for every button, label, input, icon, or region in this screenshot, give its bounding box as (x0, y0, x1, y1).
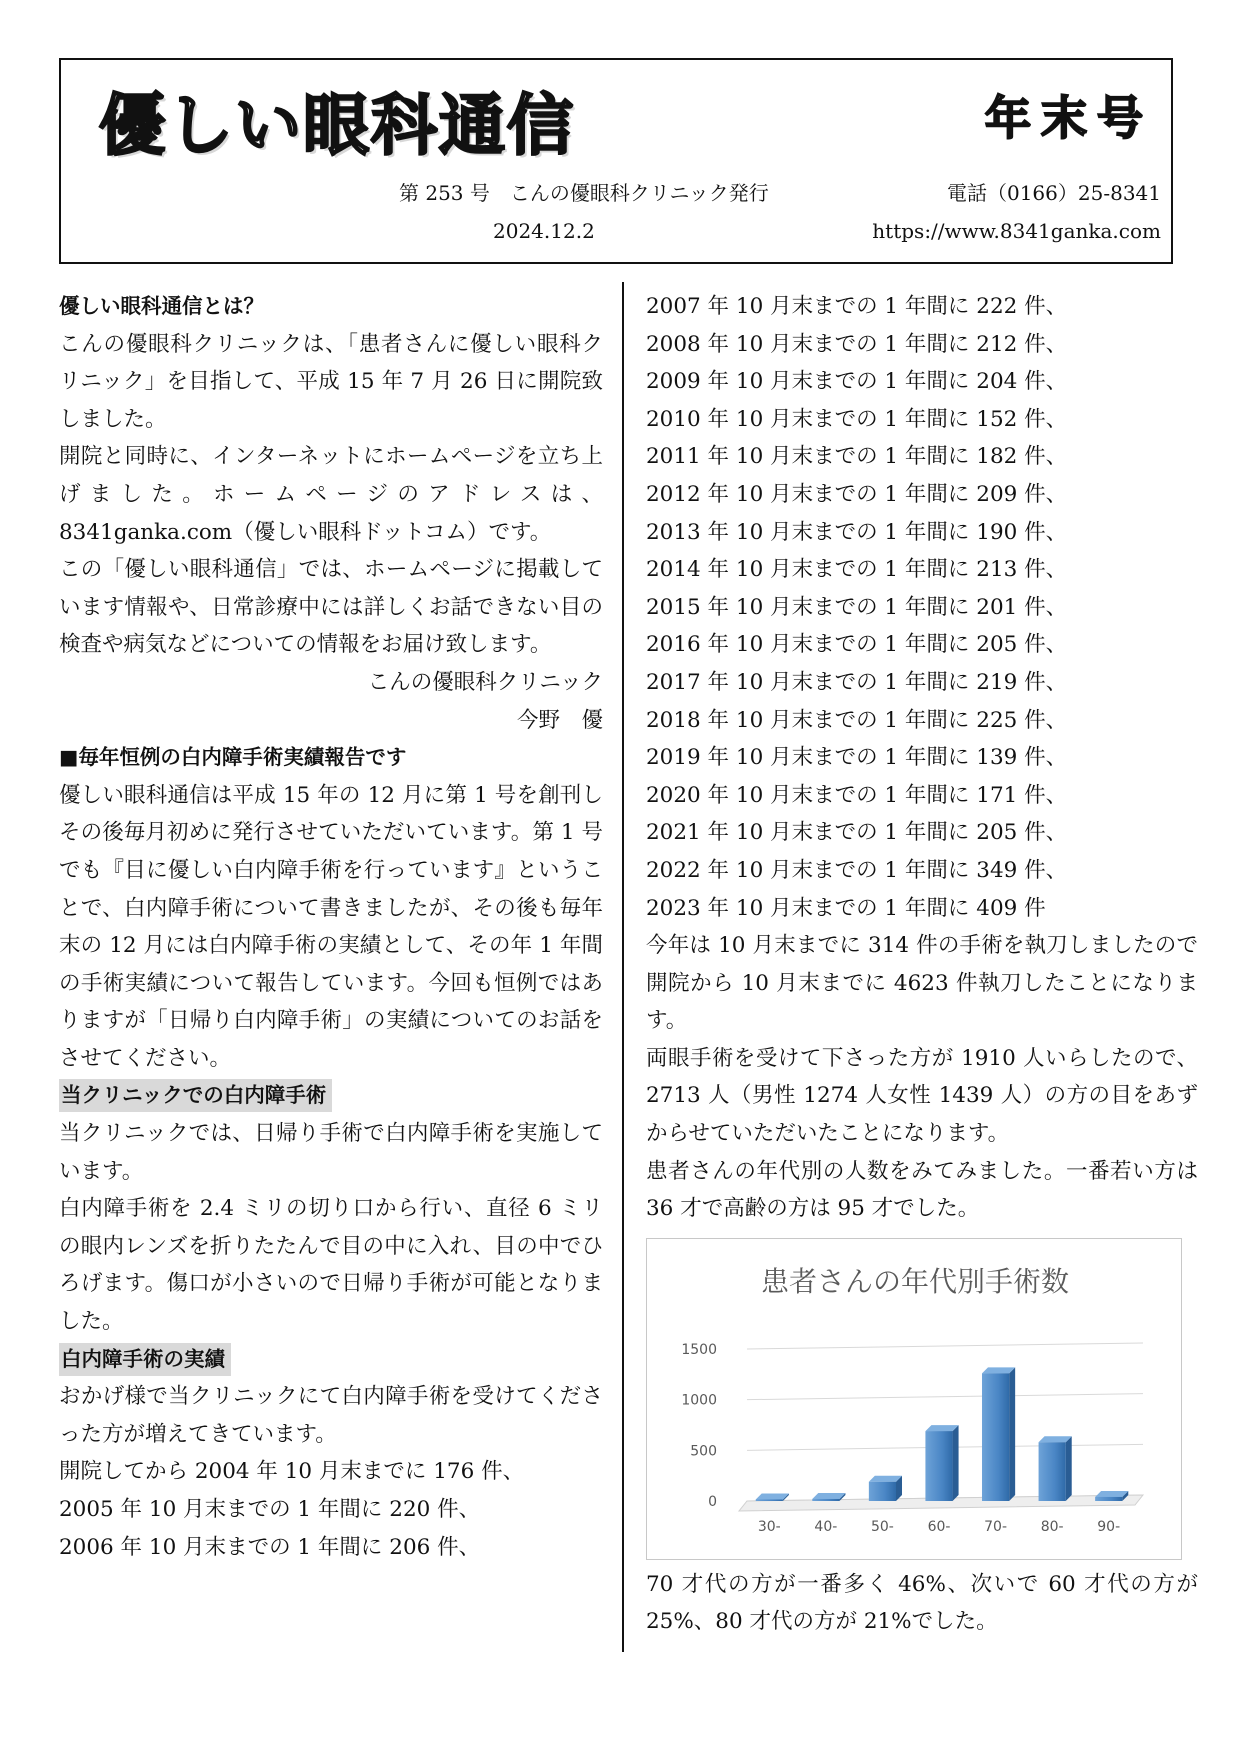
chart-title: 患者さんの年代別手術数 (760, 1264, 1070, 1298)
bar-side (1009, 1367, 1015, 1501)
year-line: 2017 年 10 月末までの 1 年間に 219 件、 (646, 669, 1068, 695)
y-tick-label: 1500 (681, 1341, 717, 1358)
year-line: 2014 年 10 月末までの 1 年間に 213 件、 (646, 557, 1068, 583)
newsletter-title: 優しい眼科通信 (99, 87, 575, 164)
issue-info: 第 253 号 こんの優眼科クリニック発行 (399, 181, 769, 205)
left-column (59, 288, 603, 1566)
year-line: 2020 年 10 月末までの 1 年間に 171 件、 (646, 782, 1068, 808)
year-line: 2011 年 10 月末までの 1 年間に 182 件、 (646, 444, 1068, 470)
gridline (747, 1394, 1143, 1400)
y-tick-label: 0 (708, 1493, 717, 1510)
chart-caption: 70 才代の方が一番多く 46%、次いで 60 才代の方が 25%、80 才代の方が 21%でした。 (646, 1571, 1198, 1635)
year-line: 2023 年 10 月末までの 1 年間に 409 件 (646, 895, 1046, 921)
intro-paragraph-1: こんの優眼科クリニックは、「患者さんに優しい眼科クリニック」を目指して、平成 15 年 7 月 26 日に開院致しました。 (59, 331, 603, 432)
y-tick-label: 500 (690, 1443, 717, 1460)
x-tick-label: 30- (757, 1518, 781, 1535)
x-tick-label: 80- (1040, 1518, 1064, 1535)
clinic-paragraph-1: 当クリニックでは、日帰り手術で白内障手術を実施しています。 (59, 1121, 603, 1184)
chart-canvas (647, 1239, 1183, 1561)
report-paragraph: 優しい眼科通信は平成 15 年の 12 月に第 1 号を創刊しその後毎月初めに発行させていただいています。第 1 号でも『目に優しい白内障手術を行っています』ということで、白内障手術について書きましたが、その後も毎年末の 12 月には白内障手術の実績として、その年 1 年間の手術実績について報告しています。今回も恒例ではありますが「日帰り白内障手術」の実績についてのお話をさせてください。 (59, 782, 603, 1071)
left-year-list (59, 1491, 603, 1566)
year-line: 2005 年 10 月末までの 1 年間に 220 件、 (59, 1497, 481, 1522)
clinic-signature: こんの優眼科クリニック (367, 669, 603, 695)
gridline (747, 1343, 1143, 1349)
x-tick-label: 90- (1097, 1518, 1121, 1535)
doctor-signature: 今野 優 (516, 707, 603, 733)
age-paragraph: 患者さんの年代別の人数をみてみました。一番若い方は 36 才で高齢の方は 95 才でした。 (646, 1158, 1198, 1222)
bar (756, 1499, 783, 1501)
x-tick-label: 50- (870, 1518, 894, 1535)
bar-side (953, 1425, 959, 1501)
year-line: 2013 年 10 月末までの 1 年間に 190 件、 (646, 519, 1068, 545)
edition-label: 年末号 (985, 91, 1153, 145)
first-year-line: 開院してから 2004 年 10 月末までに 176 件、 (59, 1459, 525, 1485)
year-line: 2009 年 10 月末までの 1 年間に 204 件、 (646, 369, 1068, 395)
report-heading: ■毎年恒例の白内障手術実績報告です (59, 745, 407, 770)
year-line: 2008 年 10 月末までの 1 年間に 212 件、 (646, 331, 1068, 357)
this-year-paragraph: 今年は 10 月末までに 314 件の手術を執刀しましたので開院から 10 月末までに 4623 件執刀したことになります。 (646, 933, 1198, 1034)
right-year-list (646, 288, 1198, 927)
masthead (59, 58, 1173, 264)
website-url: https://www.8341ganka.com (872, 219, 1161, 243)
year-line: 2012 年 10 月末までの 1 年間に 209 件、 (646, 481, 1068, 507)
bar (1095, 1497, 1122, 1501)
year-line: 2007 年 10 月末までの 1 年間に 222 件、 (646, 294, 1068, 319)
bar (869, 1482, 896, 1501)
intro-heading: 優しい眼科通信とは？ (59, 294, 264, 318)
year-line: 2018 年 10 月末までの 1 年間に 225 件、 (646, 707, 1068, 733)
intro-paragraph-3: この「優しい眼科通信」では、ホームページに掲載しています情報や、日常診療中には詳しくお話できない目の検査や病気などについての情報をお届け致します。 (59, 557, 603, 658)
y-tick-label: 1000 (681, 1392, 717, 1409)
year-line: 2021 年 10 月末までの 1 年間に 205 件、 (646, 820, 1068, 846)
year-line: 2010 年 10 月末までの 1 年間に 152 件、 (646, 406, 1068, 432)
bar (1039, 1442, 1066, 1501)
column-divider (622, 282, 624, 1652)
right-column (646, 288, 1198, 1641)
both-eyes-paragraph: 両眼手術を受けて下さった方が 1910 人いらしたので、2713 人（男性 1274 人女性 1439 人）の方の目をあずからせていただいたことになります。 (646, 1045, 1198, 1147)
year-line: 2006 年 10 月末までの 1 年間に 206 件、 (59, 1534, 481, 1560)
clinic-section-heading: 当クリニックでの白内障手術 (59, 1079, 332, 1112)
issue-date: 2024.12.2 (493, 219, 595, 243)
bar (925, 1431, 952, 1501)
bar (812, 1499, 839, 1501)
year-line: 2022 年 10 月末までの 1 年間に 349 件、 (646, 857, 1068, 883)
phone-number: 電話（0166）25-8341 (946, 181, 1161, 205)
year-line: 2015 年 10 月末までの 1 年間に 201 件、 (646, 594, 1068, 620)
x-tick-label: 40- (814, 1518, 838, 1535)
x-tick-label: 60- (927, 1518, 951, 1535)
results-paragraph: おかげ様で当クリニックにて白内障手術を受けてくださった方が増えてきています。 (59, 1384, 603, 1447)
intro-paragraph-2: 開院と同時に、インターネットにホームページを立ち上げました。ホームページのアドレスは、8341ganka.com（優しい眼科ドットコム）です。 (59, 444, 603, 545)
year-line: 2016 年 10 月末までの 1 年間に 205 件、 (646, 632, 1068, 658)
age-group-chart (646, 1238, 1182, 1560)
bar (982, 1373, 1009, 1501)
bar-side (1066, 1436, 1072, 1501)
x-tick-label: 70- (984, 1518, 1008, 1535)
results-heading: 白内障手術の実績 (59, 1343, 231, 1376)
year-line: 2019 年 10 月末までの 1 年間に 139 件、 (646, 745, 1068, 771)
clinic-paragraph-2: 白内障手術を 2.4 ミリの切り口から行い、直径 6 ミリの眼内レンズを折りたたんで目の中に入れ、目の中でひろげます。傷口が小さいので日帰り手術が可能となりました。 (59, 1196, 603, 1335)
